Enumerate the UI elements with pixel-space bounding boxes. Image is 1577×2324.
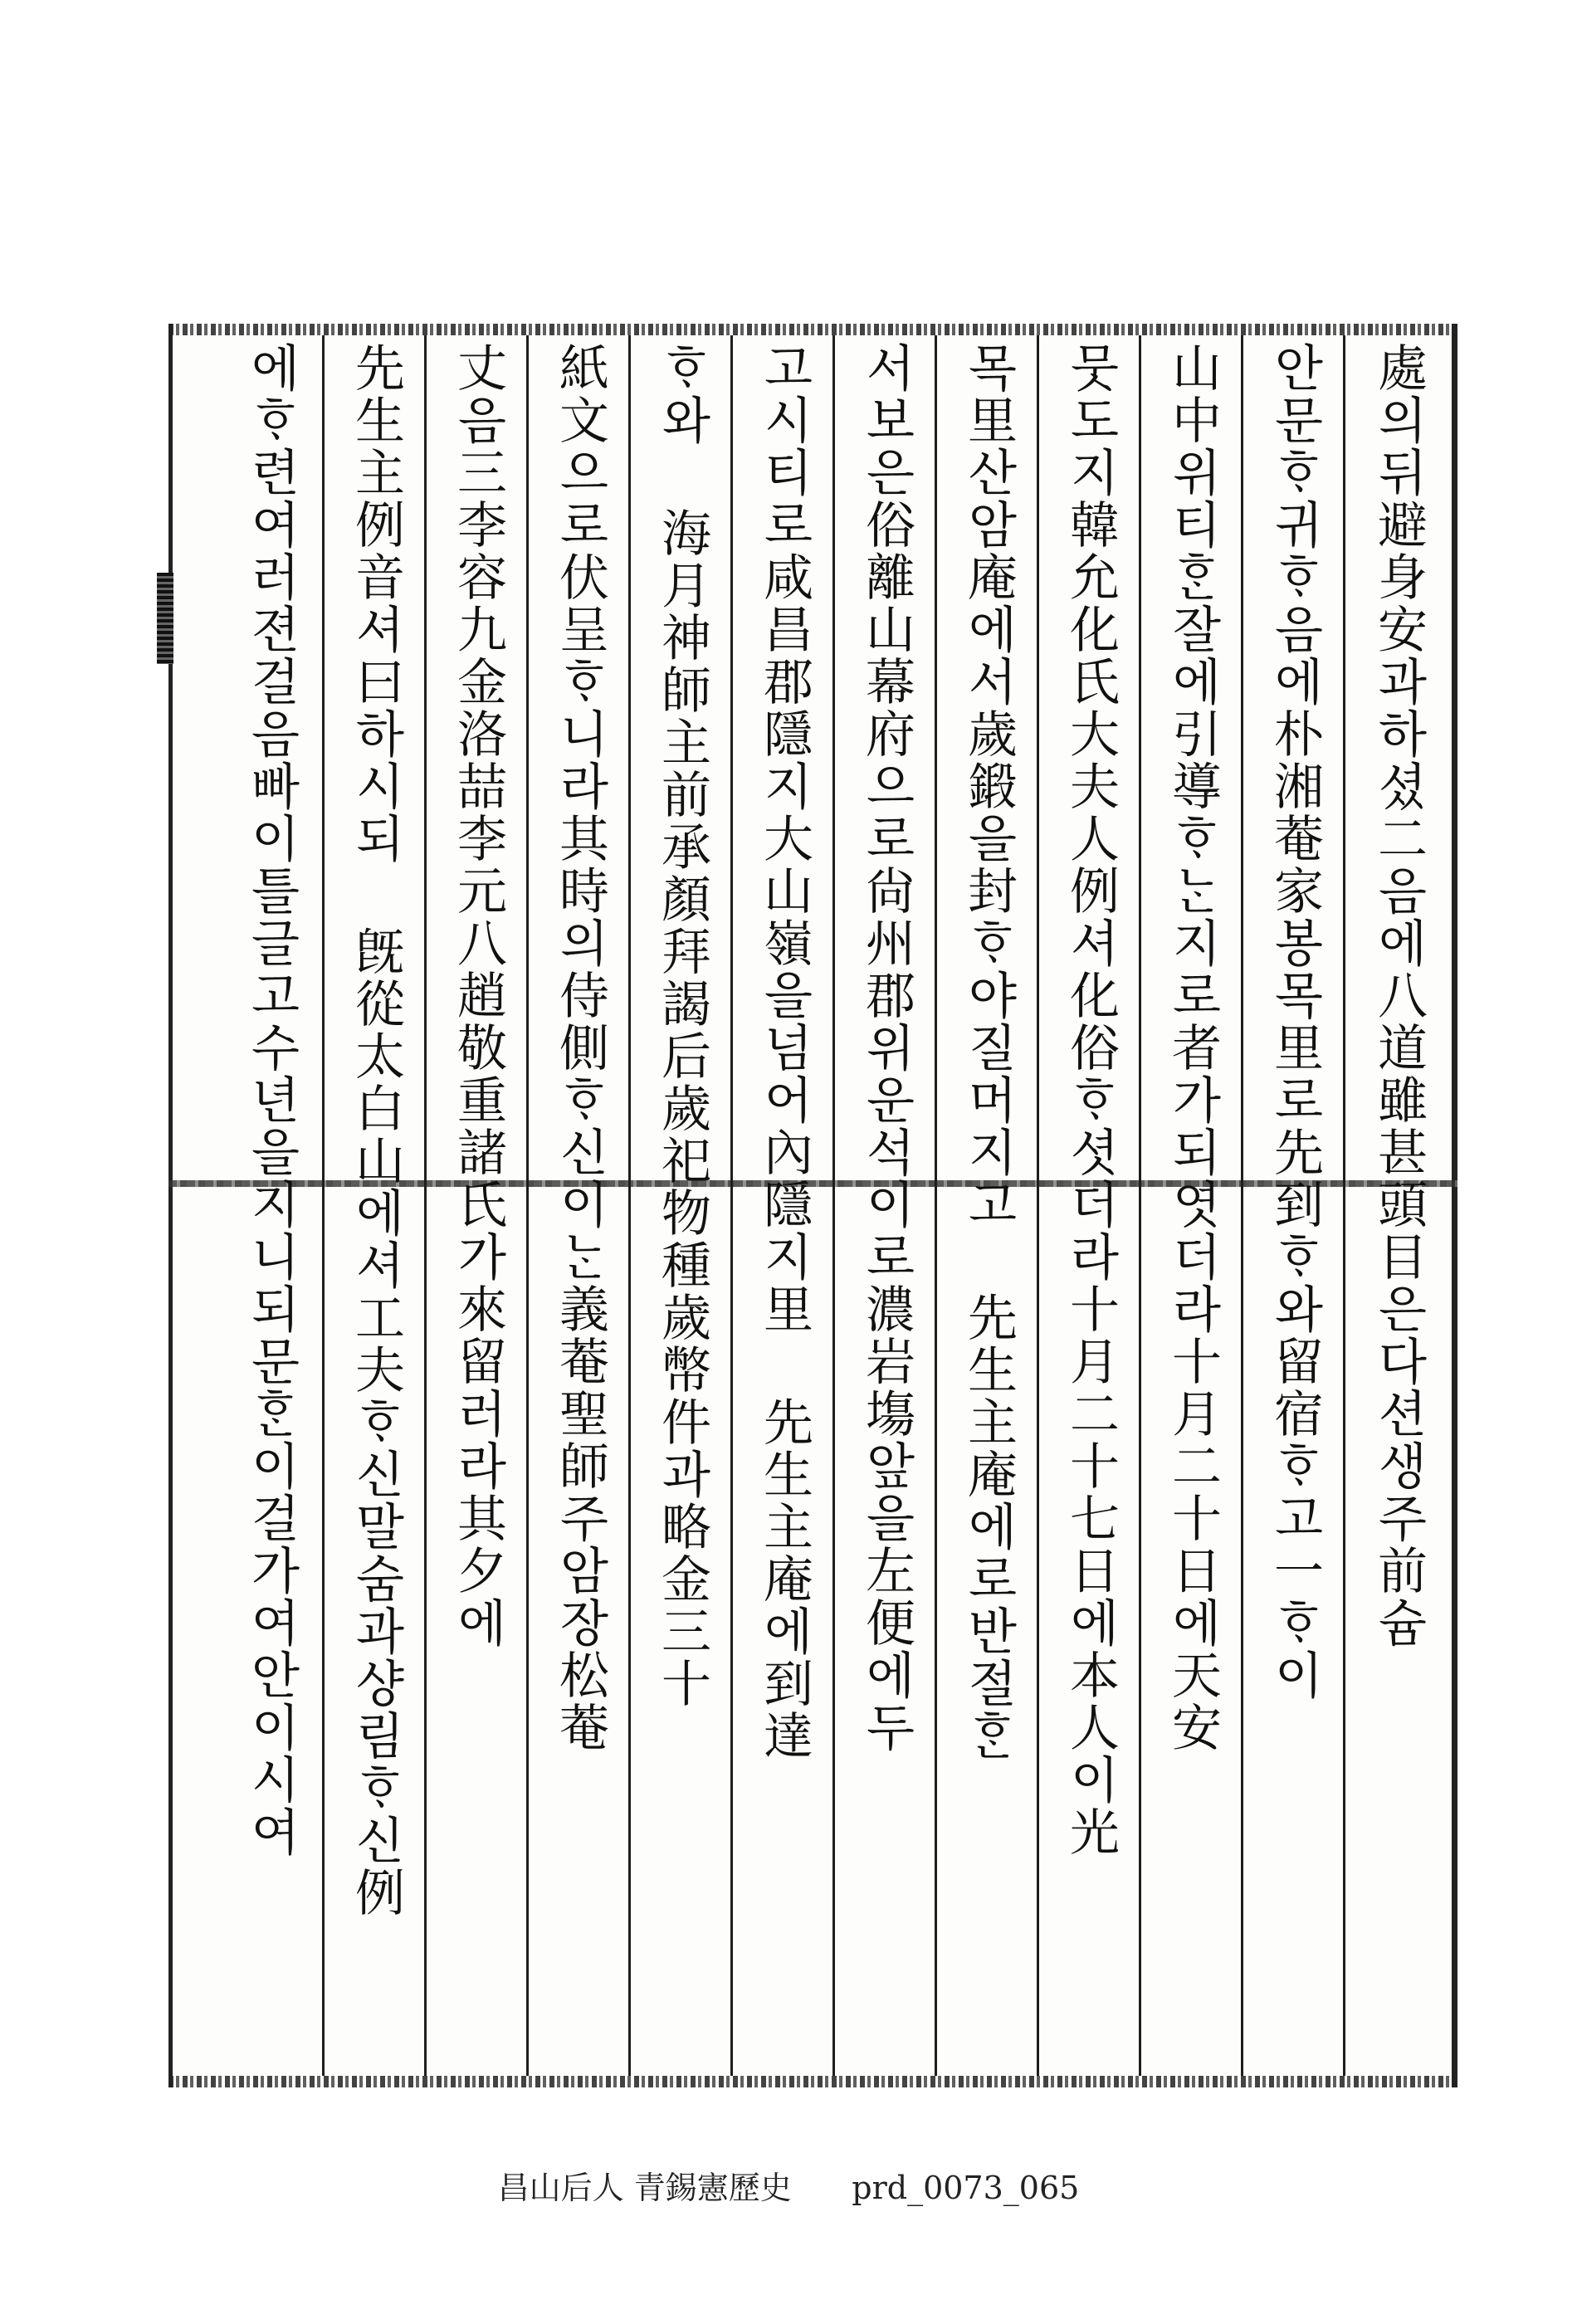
column-rule [1241, 335, 1243, 2076]
text-column-9: 紙文으로伏呈ᄒᆞ니라其時의侍側ᄒᆞ신이ᄂᆞᆫ義菴聖師주암장松菴 [551, 342, 609, 1754]
text-column-10: 丈음三李容九金洛喆李元八趙敬重諸氏가來留러라其夕에 [449, 342, 507, 1649]
column-rule [424, 335, 427, 2076]
frame-bottom-border [168, 2076, 1457, 2087]
column-rule [1343, 335, 1345, 2076]
text-column-6: 서보은俗離山幕府으로尙州郡위운석이로濃岩塲앞을左便에두 [857, 342, 915, 1754]
column-rule [1139, 335, 1141, 2076]
column-rule [322, 335, 325, 2076]
text-column-7: 고시티로咸昌郡隱지大山嶺을넘어內隱지里 先生主庵에到達 [755, 342, 813, 1762]
text-column-2: 안문ᄒᆞ귀ᄒᆞ음에朴湘菴家봉목里로先到ᄒᆞ와留宿ᄒᆞ고一ᄒᆞ이 [1266, 342, 1324, 1702]
text-column-5: 목里산암庵에서歲鍛을封ᄒᆞ야질머지고 先生主庵에로반절ᄒᆞᆫ [959, 342, 1018, 1762]
text-column-12: 에ᄒᆞ련여러젼걸음빠이틀글고수년을지니되문ᄒᆞᆫ이걸가여안이시여 [242, 342, 300, 1858]
binding-mark [157, 573, 173, 664]
text-column-3: 山中위티ᄒᆞᆫ잘에引導ᄒᆞᄂᆞᆫ지로者가되엿더라十月二十日에天安 [1164, 342, 1222, 1754]
text-column-8: ᄒᆞ와 海月神師主前承顏拜謁后歲祀物種歲幣件과略金三十 [653, 342, 711, 1710]
caption-title: 昌山后人 青錫憲歷史 [497, 2170, 792, 2206]
column-rule [730, 335, 733, 2076]
column-rule [628, 335, 631, 2076]
frame-right-border [1452, 324, 1457, 2087]
column-rule [935, 335, 937, 2076]
frame-top-border [168, 324, 1457, 335]
caption-code: prd_0073_065 [852, 2170, 1080, 2206]
text-column-1: 處의뒤避身安과하셨二음에八道雖甚頭目은다션생주前슘 [1370, 342, 1428, 1649]
column-rule [832, 335, 835, 2076]
text-column-11: 先生主例音셔曰하시되 旣從太白山에셔工夫ᄒᆞ신말숨과샹림ᄒᆞ신例 [347, 342, 405, 1919]
column-rule [526, 335, 529, 2076]
manuscript-scan [168, 324, 1457, 2087]
column-rule [1037, 335, 1039, 2076]
text-column-4: 뭇도지韓允化氏大夫人例셔化俗ᄒᆞ셧더라十月二十七日에本人이光 [1062, 342, 1120, 1858]
page-caption [0, 2162, 1577, 2208]
